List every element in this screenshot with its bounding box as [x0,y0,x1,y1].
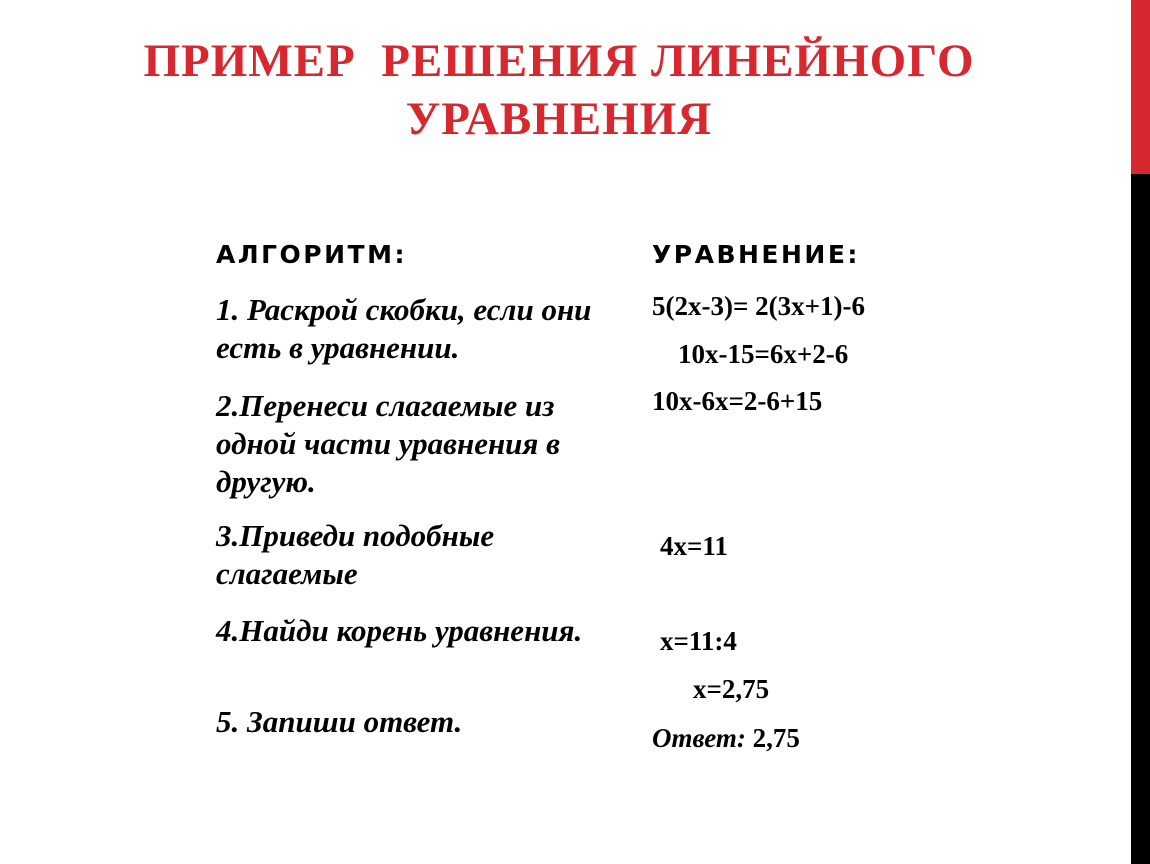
answer-value: 2,75 [745,723,800,753]
equation-line-5: х=11:4 [660,626,737,656]
equation-heading: УРАВНЕНИЕ: [652,240,860,269]
algorithm-step-4: 4.Найди корень уравнения. [216,613,583,648]
slide-title [0,32,1118,148]
algorithm-step-3: 3.Приведи подобные слагаемые [216,518,495,591]
equation-line-1: 5(2х-3)= 2(3х+1)-6 [652,291,865,321]
equation-line-6: х=2,75 [693,674,770,704]
equation-line-2: 10х-15=6х+2-6 [678,339,849,369]
accent-bar-red [1131,0,1150,174]
algorithm-heading: АЛГОРИТМ: [216,240,407,269]
accent-bar-black [1131,174,1150,864]
equation-answer [652,722,800,754]
title-line-1: ПРИМЕР РЕШЕНИЯ ЛИНЕЙНОГО [143,35,975,87]
equation-line-3: 10х-6х=2-6+15 [652,386,823,416]
algorithm-step-1: 1. Раскрой скобки, если они есть в уравнении. [216,292,592,365]
algorithm-step-5: 5. Запиши ответ. [216,704,463,739]
answer-label: Ответ: [652,723,746,753]
title-line-2: УРАВНЕНИЯ [405,93,713,145]
equation-line-4: 4х=11 [660,531,728,561]
algorithm-step-2: 2.Перенеси слагаемые из одной части уравнения в другую. [216,388,560,499]
